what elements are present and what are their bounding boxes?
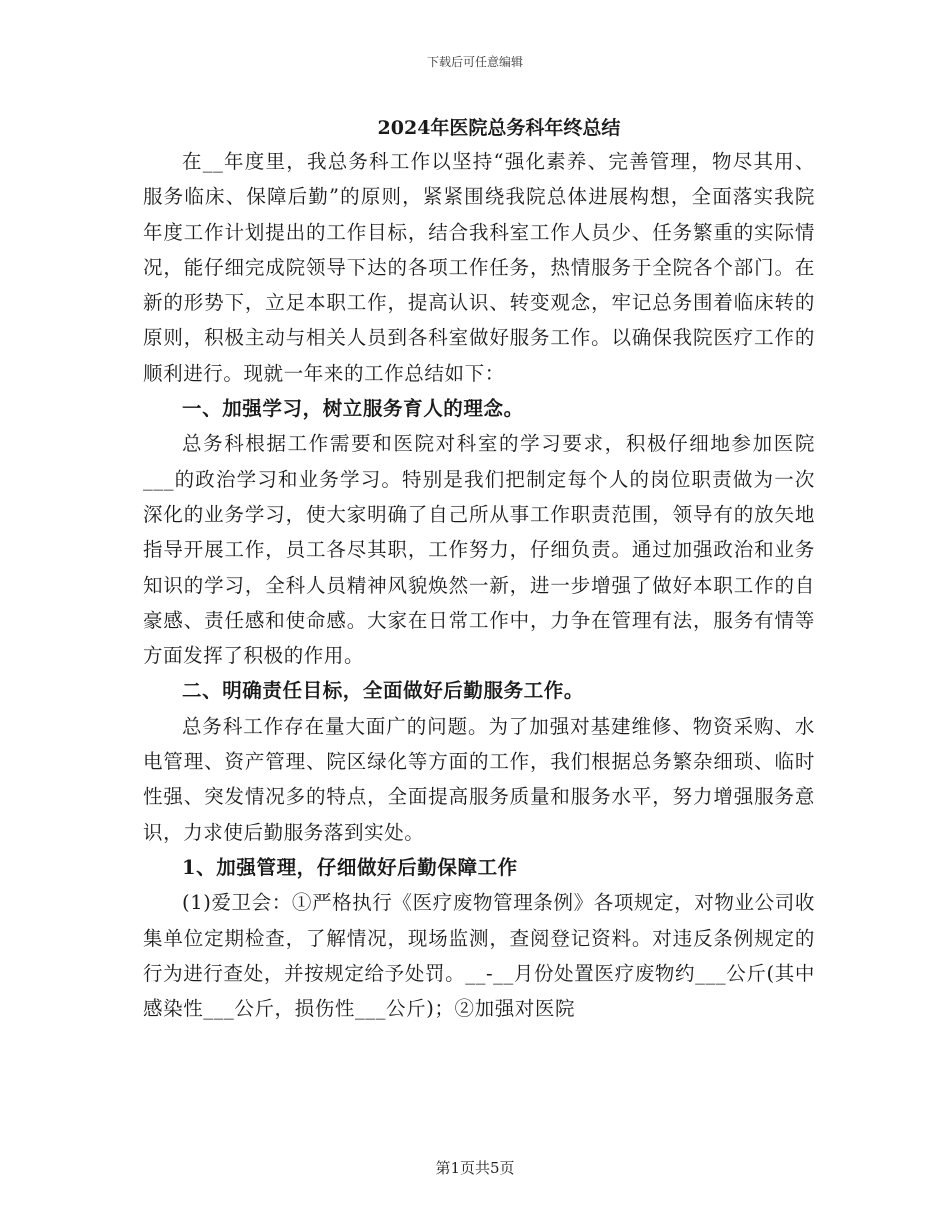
page-footer: 第1页共5页: [435, 1159, 515, 1177]
document-title: 2024年医院总务科年终总结: [377, 117, 621, 139]
subsection-1-paragraph: (1)爱卫会：①严格执行《医疗废物管理条例》各项规定，对物业公司收集单位定期检查，了解情况，现场监测，查阅登记资料。对违反条例规定的行为进行查处，并按规定给予处罚。__-__月份处置医疗废物约___公斤(其中感染性___公斤，损伤性___公斤)；②加强对医院: [143, 891, 815, 1021]
page-header: 下载后可任意编辑: [426, 55, 523, 69]
document-body: [143, 112, 815, 1026]
subsection-1-heading: 1、加强管理，仔细做好后勤保障工作: [182, 855, 518, 879]
section-1-heading: 一、加强学习，树立服务育人的理念。: [182, 397, 524, 421]
section-2-paragraph: 总务科工作存在量大面广的问题。为了加强对基建维修、物资采购、水电管理、资产管理、院区绿化等方面的工作，我们根据总务繁杂细琐、临时性强、突发情况多的特点，全面提高服务质量和服务水平，努力增强服务意识，力求使后勤服务落到实处。: [143, 714, 815, 844]
section-1-paragraph: 总务科根据工作需要和医院对科室的学习要求，积极仔细地参加医院___的政治学习和业务学习。特别是我们把制定每个人的岗位职责做为一次深化的业务学习，使大家明确了自己所从事工作职责范围，领导有的放矢地指导开展工作，员工各尽其职，工作努力，仔细负责。通过加强政治和业务知识的学习，全科人员精神风貌焕然一新，进一步增强了做好本职工作的自豪感、责任感和使命感。大家在日常工作中，力争在管理有法，服务有情等方面发挥了积极的作用。: [143, 432, 815, 668]
intro-paragraph: 在__年度里，我总务科工作以坚持“强化素养、完善管理，物尽其用、服务临床、保障后勤”的原则，紧紧围绕我院总体进展构想，全面落实我院年度工作计划提出的工作目标，结合我科室工作人员少、任务繁重的实际情况，能仔细完成院领导下达的各项工作任务，热情服务于全院各个部门。在新的形势下，立足本职工作，提高认识、转变观念，牢记总务围着临床转的原则，积极主动与相关人员到各科室做好服务工作。以确保我院医疗工作的顺利进行。现就一年来的工作总结如下：: [143, 150, 815, 385]
section-2-heading: 二、明确责任目标，全面做好后勤服务工作。: [182, 679, 585, 703]
